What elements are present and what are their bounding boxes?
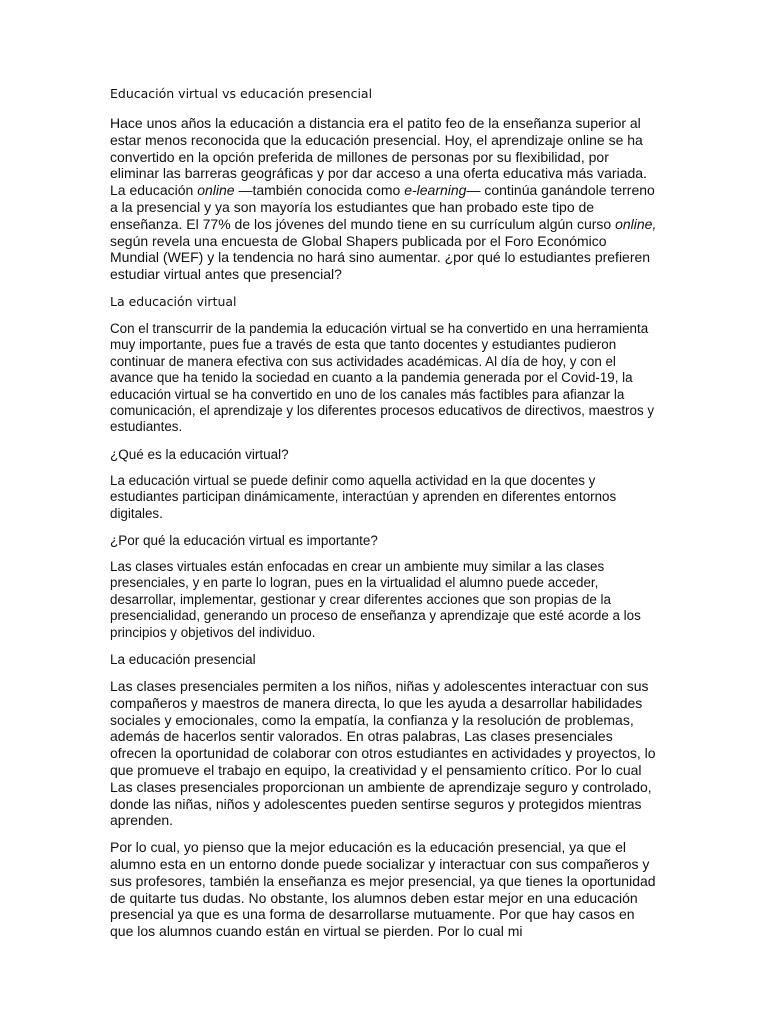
paragraph-conclusion: Por lo cual, yo pienso que la mejor educación es la educación presencial, ya que el alumno esta en un entorno donde puede socializar y interactuar con sus compañeros y sus profesores, también la enseñanza es mejor presencial, ya que tienes la oportunidad de quitarte tus dudas. No obstante, los alumnos deben estar mejor en una educación presencial ya que es una forma de desarrollarse mutuamente. Por que hay casos en que los alumnos cuando están en virtual se pierden. Por lo cual mi (110, 839, 656, 940)
paragraph-que-es: La educación virtual se puede definir como aquella actividad en la que docentes y estudiantes participan dinámicamente, interactúan y aprenden en diferentes entornos digitales. (110, 472, 617, 521)
intro-text-3: — continúa ganándole terreno a la presencial y ya son mayoría los estudiantes que han probado este tipo de enseñanza. El 77% de los jóvenes del mundo tiene en su currículum algún curso (110, 182, 655, 232)
intro-text-2: —también conocida como (234, 182, 405, 199)
heading-virtual: La educación virtual (110, 293, 237, 309)
intro-text-4: según revela una encuesta de Global Shapers publicada por el Foro Económico Mundial (WEF) y la tendencia no hará sino aumentar. ¿por qué lo estudiantes prefieren estudiar virtual antes que presencial? (110, 232, 651, 283)
paragraph-importante: Las clases virtuales están enfocadas en crear un ambiente muy similar a las clases presenciales, y en parte lo logran, pues en la virtualidad el alumno puede acceder, desarrollar, implementar, gestionar y crear diferentes acciones que son propias de la presencialidad, generando un proceso de enseñanza y aprendizaje que esté acorde a los principios y objetivos del individuo. (110, 559, 641, 640)
intro-em-elearning: e-learning (404, 182, 467, 199)
paragraph-virtual: Con el transcurrir de la pandemia la educación virtual se ha convertido en una herramienta muy importante, pues fue a través de esta que tanto docentes y estudiantes pudieron continuar de manera efectiva con sus actividades académicas. Al día de hoy, y con el avance que ha tenido la sociedad en cuanto a la pandemia generada por el Covid-19, la educación virtual se ha convertido en uno de los canales más factibles para afianzar la comunicación, el aprendizaje y los diferentes procesos educativos de directivos, maestros y estudiantes. (110, 320, 655, 435)
heading-presencial: La educación presencial (110, 652, 256, 668)
heading-importante: ¿Por qué la educación virtual es importante? (110, 533, 378, 549)
document-page (110, 85, 658, 950)
document-title: Educación virtual vs educación presencial (110, 86, 373, 101)
intro-em-online: online (197, 182, 235, 199)
heading-que-es: ¿Qué es la educación virtual? (110, 446, 289, 462)
intro-paragraph (110, 115, 658, 283)
intro-text-1: Hace unos años la educación a distancia era el patito feo de la enseñanza superior al estar menos reconocida que la educación presencial. Hoy, el aprendizaje online se ha convertido en la opción preferida de millones de personas por su flexibilidad, por eliminar las barreras geográficas y por dar acceso a una oferta educativa más variada. La educación (110, 115, 647, 199)
intro-em-online-2: online, (615, 215, 657, 232)
paragraph-presencial: Las clases presenciales permiten a los niños, niñas y adolescentes interactuar con sus compañeros y maestros de manera directa, lo que les ayuda a desarrollar habilidades sociales y emocionales, como la empatía, la confianza y la resolución de problemas, además de hacerlos sentir valorados. En otras palabras, Las clases presenciales ofrecen la oportunidad de colaborar con otros estudiantes en actividades y proyectos, lo que promueve el trabajo en equipo, la creatividad y el pensamiento crítico. Por lo cual Las clases presenciales proporcionan un ambiente de aprendizaje seguro y controlado, donde las niñas, niños y adolescentes pueden sentirse seguros y protegidos mientras aprenden. (110, 678, 656, 829)
